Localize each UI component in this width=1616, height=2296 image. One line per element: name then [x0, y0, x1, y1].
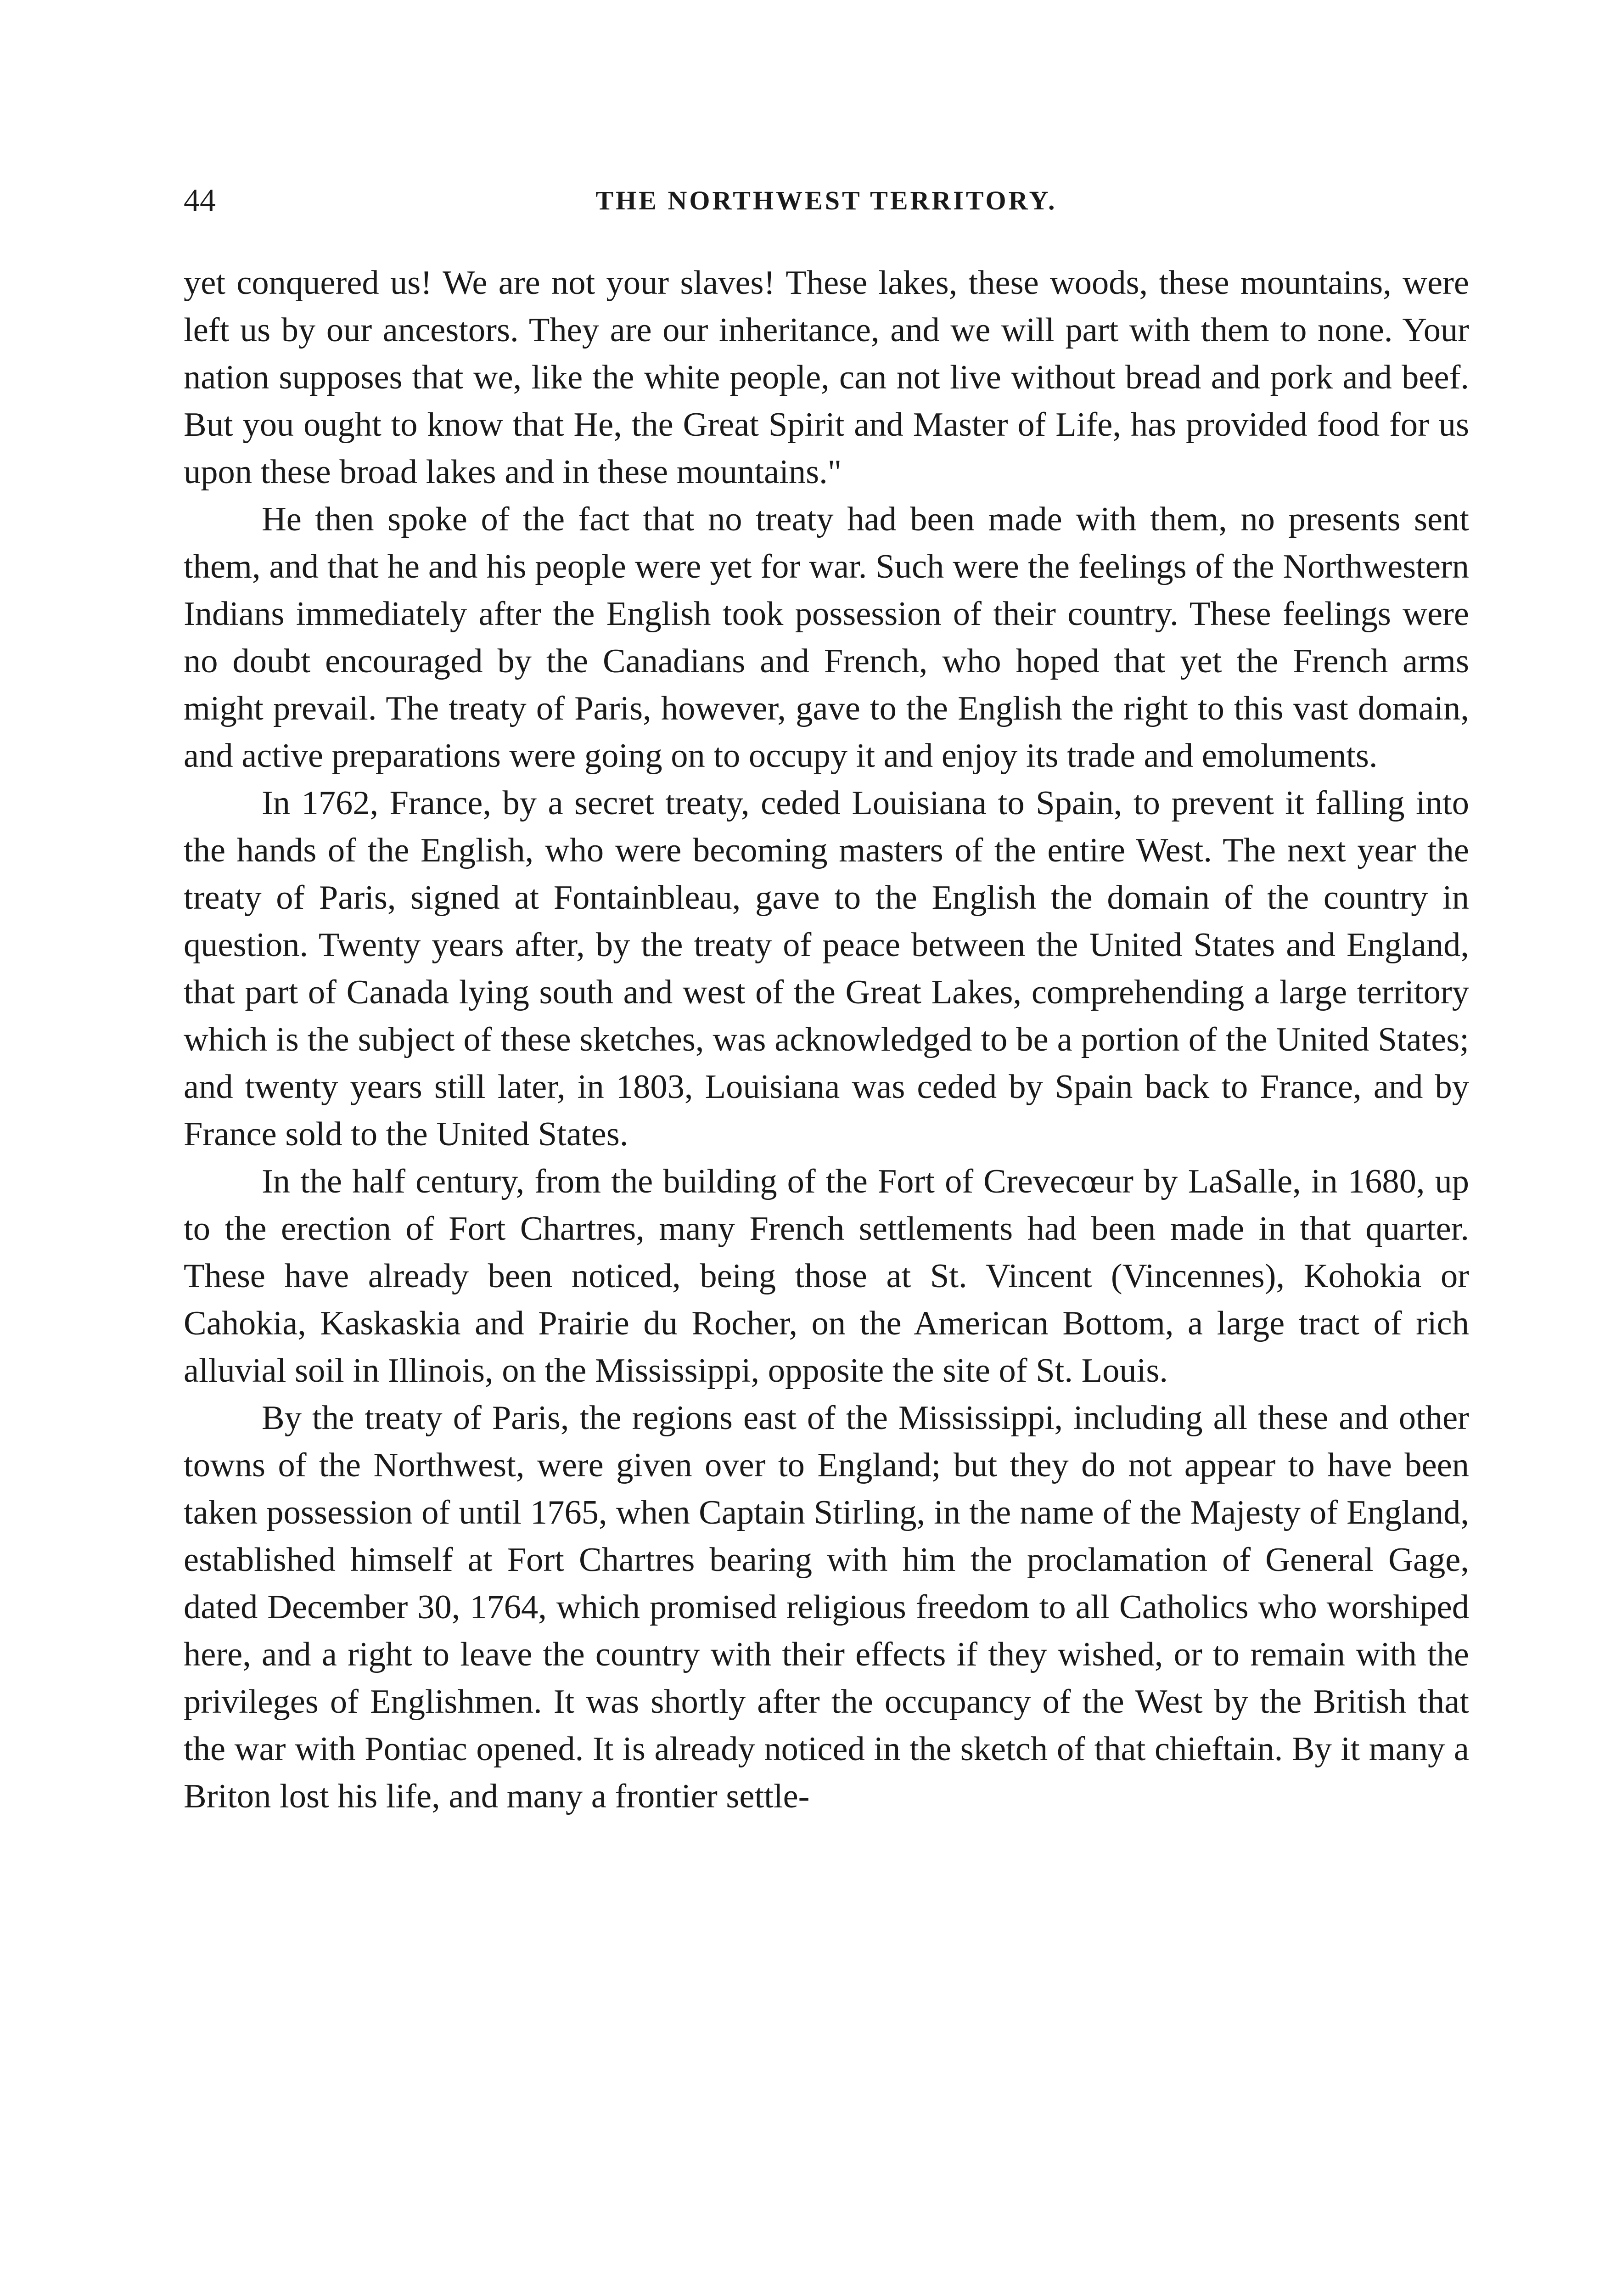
paragraph: He then spoke of the fact that no treaty had been made with them, no presents sent them, and that he and his people were yet for war. Such were the feelings of the Northwestern Indians immediately after the English took possession of their country. These feelings were no doubt encouraged by the Canadians and French, who hoped that yet the French arms might prevail. The treaty of Paris, however, gave to the English the right to this vast domain, and active preparations were going on to occupy it and enjoy its trade and emoluments.: [184, 501, 1469, 775]
paragraph: By the treaty of Paris, the regions east of the Mississippi, including all these and other towns of the Northwest, were given over to England; but they do not appear to have been taken possession of until 1765, when Captain Stirling, in the name of the Majesty of England, established himself at Fort Chartres bearing with him the proclamation of General Gage, dated December 30, 1764, which promised religious freedom to all Catholics who worshiped here, and a right to leave the country with their effects if they wished, or to remain with the privileges of Englishmen. It was shortly after the occupancy of the West by the British that the war with Pontiac opened. It is already noticed in the sketch of that chieftain. By it many a Briton lost his life, and many a frontier settle-: [184, 1399, 1469, 1815]
running-title: THE NORTHWEST TERRITORY.: [595, 186, 1057, 215]
paragraph-continued: yet conquered us! We are not your slaves! These lakes, these woods, these mountains, were left us by our ancestors. They are our inheritance, and we will part with them to none. Your nation supposes that we, like the white people, can not live without bread and pork and beef. But you ought to know that He, the Great Spirit and Master of Life, has provided food for us upon these broad lakes and in these mountains.": [184, 264, 1469, 491]
running-head: [184, 180, 1469, 221]
body-text: [184, 259, 1469, 1820]
paragraph: In 1762, France, by a secret treaty, ceded Louisiana to Spain, to prevent it falling into the hands of the English, who were becoming masters of the entire West. The next year the treaty of Paris, signed at Fontainbleau, gave to the English the domain of the country in question. Twenty years after, by the treaty of peace between the United States and England, that part of Canada lying south and west of the Great Lakes, comprehending a large territory which is the subject of these sketches, was acknowledged to be a portion of the United States; and twenty years still later, in 1803, Louisiana was ceded by Spain back to France, and by France sold to the United States.: [184, 784, 1469, 1153]
paragraph: In the half century, from the building of the Fort of Crevecœur by LaSalle, in 1680, up to the erection of Fort Chartres, many French settlements had been made in that quarter. These have already been noticed, being those at St. Vincent (Vincennes), Kohokia or Cahokia, Kaskaskia and Prairie du Rocher, on the American Bottom, a large tract of rich alluvial soil in Illinois, on the Mississippi, opposite the site of St. Louis.: [184, 1163, 1469, 1390]
page-number: 44: [184, 183, 216, 218]
